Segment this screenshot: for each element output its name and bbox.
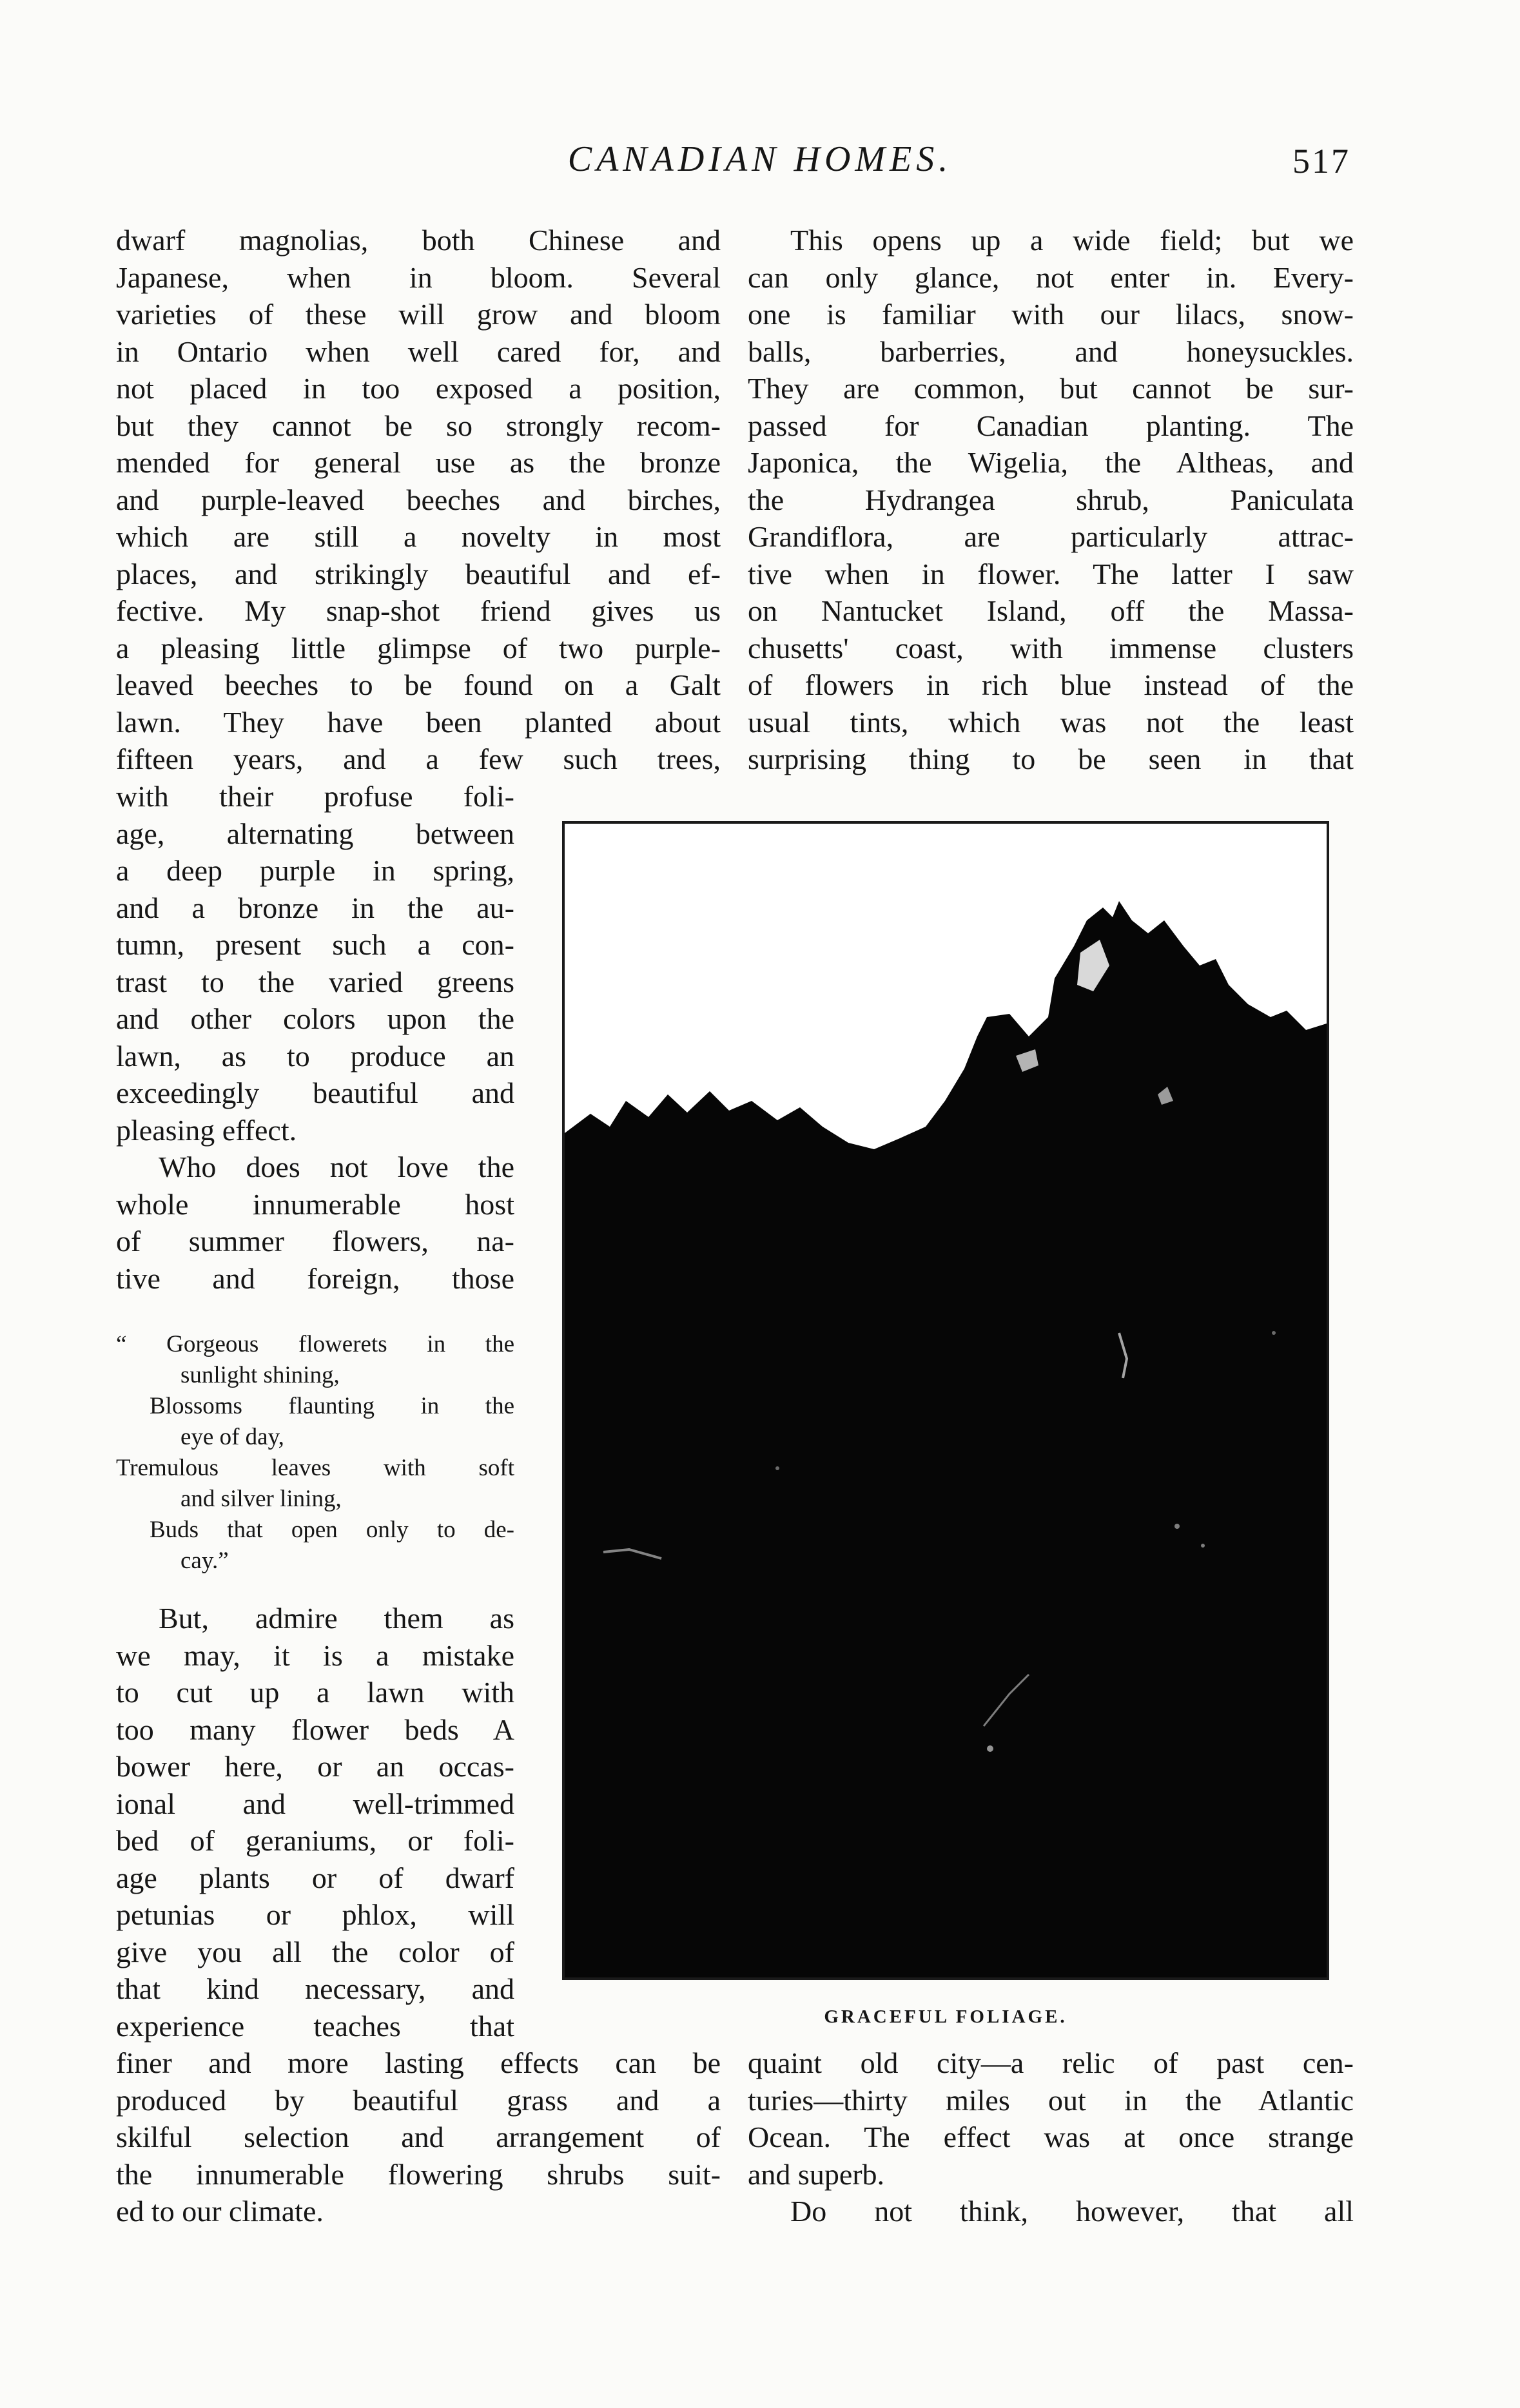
text-line: Who does not love the [159,1151,514,1183]
left-column-bottom [116,2044,721,2230]
text-line: the Hydrangea shrub, Paniculata [748,483,1354,516]
text-line: to cut up a lawn with [116,1676,514,1709]
poem-line: Tremulous leaves with soft [116,1455,514,1481]
text-line: dwarf magnolias, both Chinese and [116,224,721,257]
text-line: age plants or of dwarf [116,1861,514,1894]
text-line: experience teaches that [116,2009,514,2043]
poem-quote [116,1329,514,1577]
poem-line: cay.” [180,1548,229,1574]
text-line: usual tints, which was not the least [748,705,1354,739]
text-line: produced by beautiful grass and a [116,2083,721,2117]
figure-caption: GRACEFUL FOLIAGE. [824,2006,1067,2027]
text-line: balls, barberries, and honeysuckles. [748,335,1354,368]
text-line: Japanese, when in bloom. Several [116,260,721,294]
text-line: Japonica, the Wigelia, the Altheas, and [748,446,1354,479]
text-line: bed of geraniums, or foli- [116,1824,514,1857]
text-line: not placed in too exposed a position, [116,372,721,405]
text-line: a pleasing little glimpse of two purple- [116,631,721,665]
text-line: one is familiar with our lilacs, snow- [748,298,1354,331]
text-line: surprising thing to be seen in that [748,743,1354,775]
text-line: fifteen years, and a few such trees, [116,743,721,775]
text-line: fective. My snap-shot friend gives us [116,594,721,627]
text-line: They are common, but cannot be sur- [748,372,1354,405]
text-line: This opens up a wide field; but we [790,224,1354,257]
text-line: too many flower beds A [116,1713,514,1746]
text-line: mended for general use as the bronze [116,446,721,479]
poem-line: Buds that open only to de- [150,1517,514,1543]
text-line: of summer flowers, na- [116,1225,514,1257]
text-line: but they cannot be so strongly recom- [116,409,721,442]
text-line: varieties of these will grow and bloom [116,298,721,331]
text-line: turies—thirty miles out in the Atlantic [748,2083,1354,2117]
text-line: leaved beeches to be found on a Galt [116,668,721,701]
text-line: of flowers in rich blue instead of the [748,668,1354,701]
text-line: in Ontario when well cared for, and [116,335,721,368]
text-line: lawn, as to produce an [116,1039,514,1073]
text-line: petunias or phlox, will [116,1898,514,1931]
text-line: whole innumerable host [116,1187,514,1221]
poem-line: sunlight shining, [180,1362,340,1388]
text-line: trast to the varied greens [116,965,514,998]
right-column-top [748,222,1354,778]
text-line: with their profuse foli- [116,780,514,813]
running-title: CANADIAN HOMES. [567,139,953,179]
page-number: 517 [1292,142,1350,180]
text-line: places, and strikingly beautiful and ef- [116,557,721,590]
text-line: Grandiflora, are particularly attrac- [748,520,1354,553]
text-line: tive and foreign, those [116,1261,514,1295]
text-line: ional and well-trimmed [116,1787,514,1820]
left-column-top [116,222,721,778]
text-line: and other colors upon the [116,1002,514,1035]
text-line: the innumerable flowering shrubs suit- [116,2157,721,2191]
text-line: that kind necessary, and [116,1972,514,2005]
text-line: chusetts' coast, with immense clusters [748,631,1354,665]
text-line: tumn, present such a con- [116,928,514,961]
text-line: skilful selection and arrangement of [116,2121,721,2153]
text-line: bower here, or an occas- [116,1750,514,1783]
poem-line: eye of day, [180,1424,284,1450]
text-line: pleasing effect. [116,1113,297,1147]
text-line: and purple-leaved beeches and birches, [116,483,721,516]
text-line: Ocean. The effect was at once strange [748,2121,1354,2153]
text-line: age, alternating between [116,817,514,850]
text-line: But, admire them as [159,1602,514,1635]
text-line: Do not think, however, that all [790,2195,1354,2228]
text-line: exceedingly beautiful and [116,1076,514,1109]
left-column-para3 [116,1600,514,2044]
foliage-photo [565,824,1327,1977]
text-line: finer and more lasting effects can be [116,2046,721,2079]
poem-line: and silver lining, [180,1486,342,1512]
poem-line: “ Gorgeous flowerets in the [116,1331,514,1357]
photograph [562,821,1329,1980]
text-line: a deep purple in spring, [116,854,514,887]
text-line: and a bronze in the au- [116,891,514,924]
poem-line: Blossoms flaunting in the [150,1393,514,1419]
text-line: and superb. [748,2157,885,2191]
text-line: lawn. They have been planted about [116,705,721,739]
text-line: quaint old city—a relic of past cen- [748,2046,1354,2079]
text-line: on Nantucket Island, off the Massa- [748,594,1354,627]
text-line: ed to our climate. [116,2195,324,2228]
text-line: passed for Canadian planting. The [748,409,1354,442]
text-line: we may, it is a mistake [116,1638,514,1672]
text-line: give you all the color of [116,1935,514,1968]
left-column-narrow [116,778,514,1149]
text-line: tive when in flower. The latter I saw [748,557,1354,590]
text-line: which are still a novelty in most [116,520,721,553]
left-column-para2 [116,1149,514,1297]
text-line: can only glance, not enter in. Every- [748,260,1354,294]
right-column-bottom [748,2044,1354,2230]
